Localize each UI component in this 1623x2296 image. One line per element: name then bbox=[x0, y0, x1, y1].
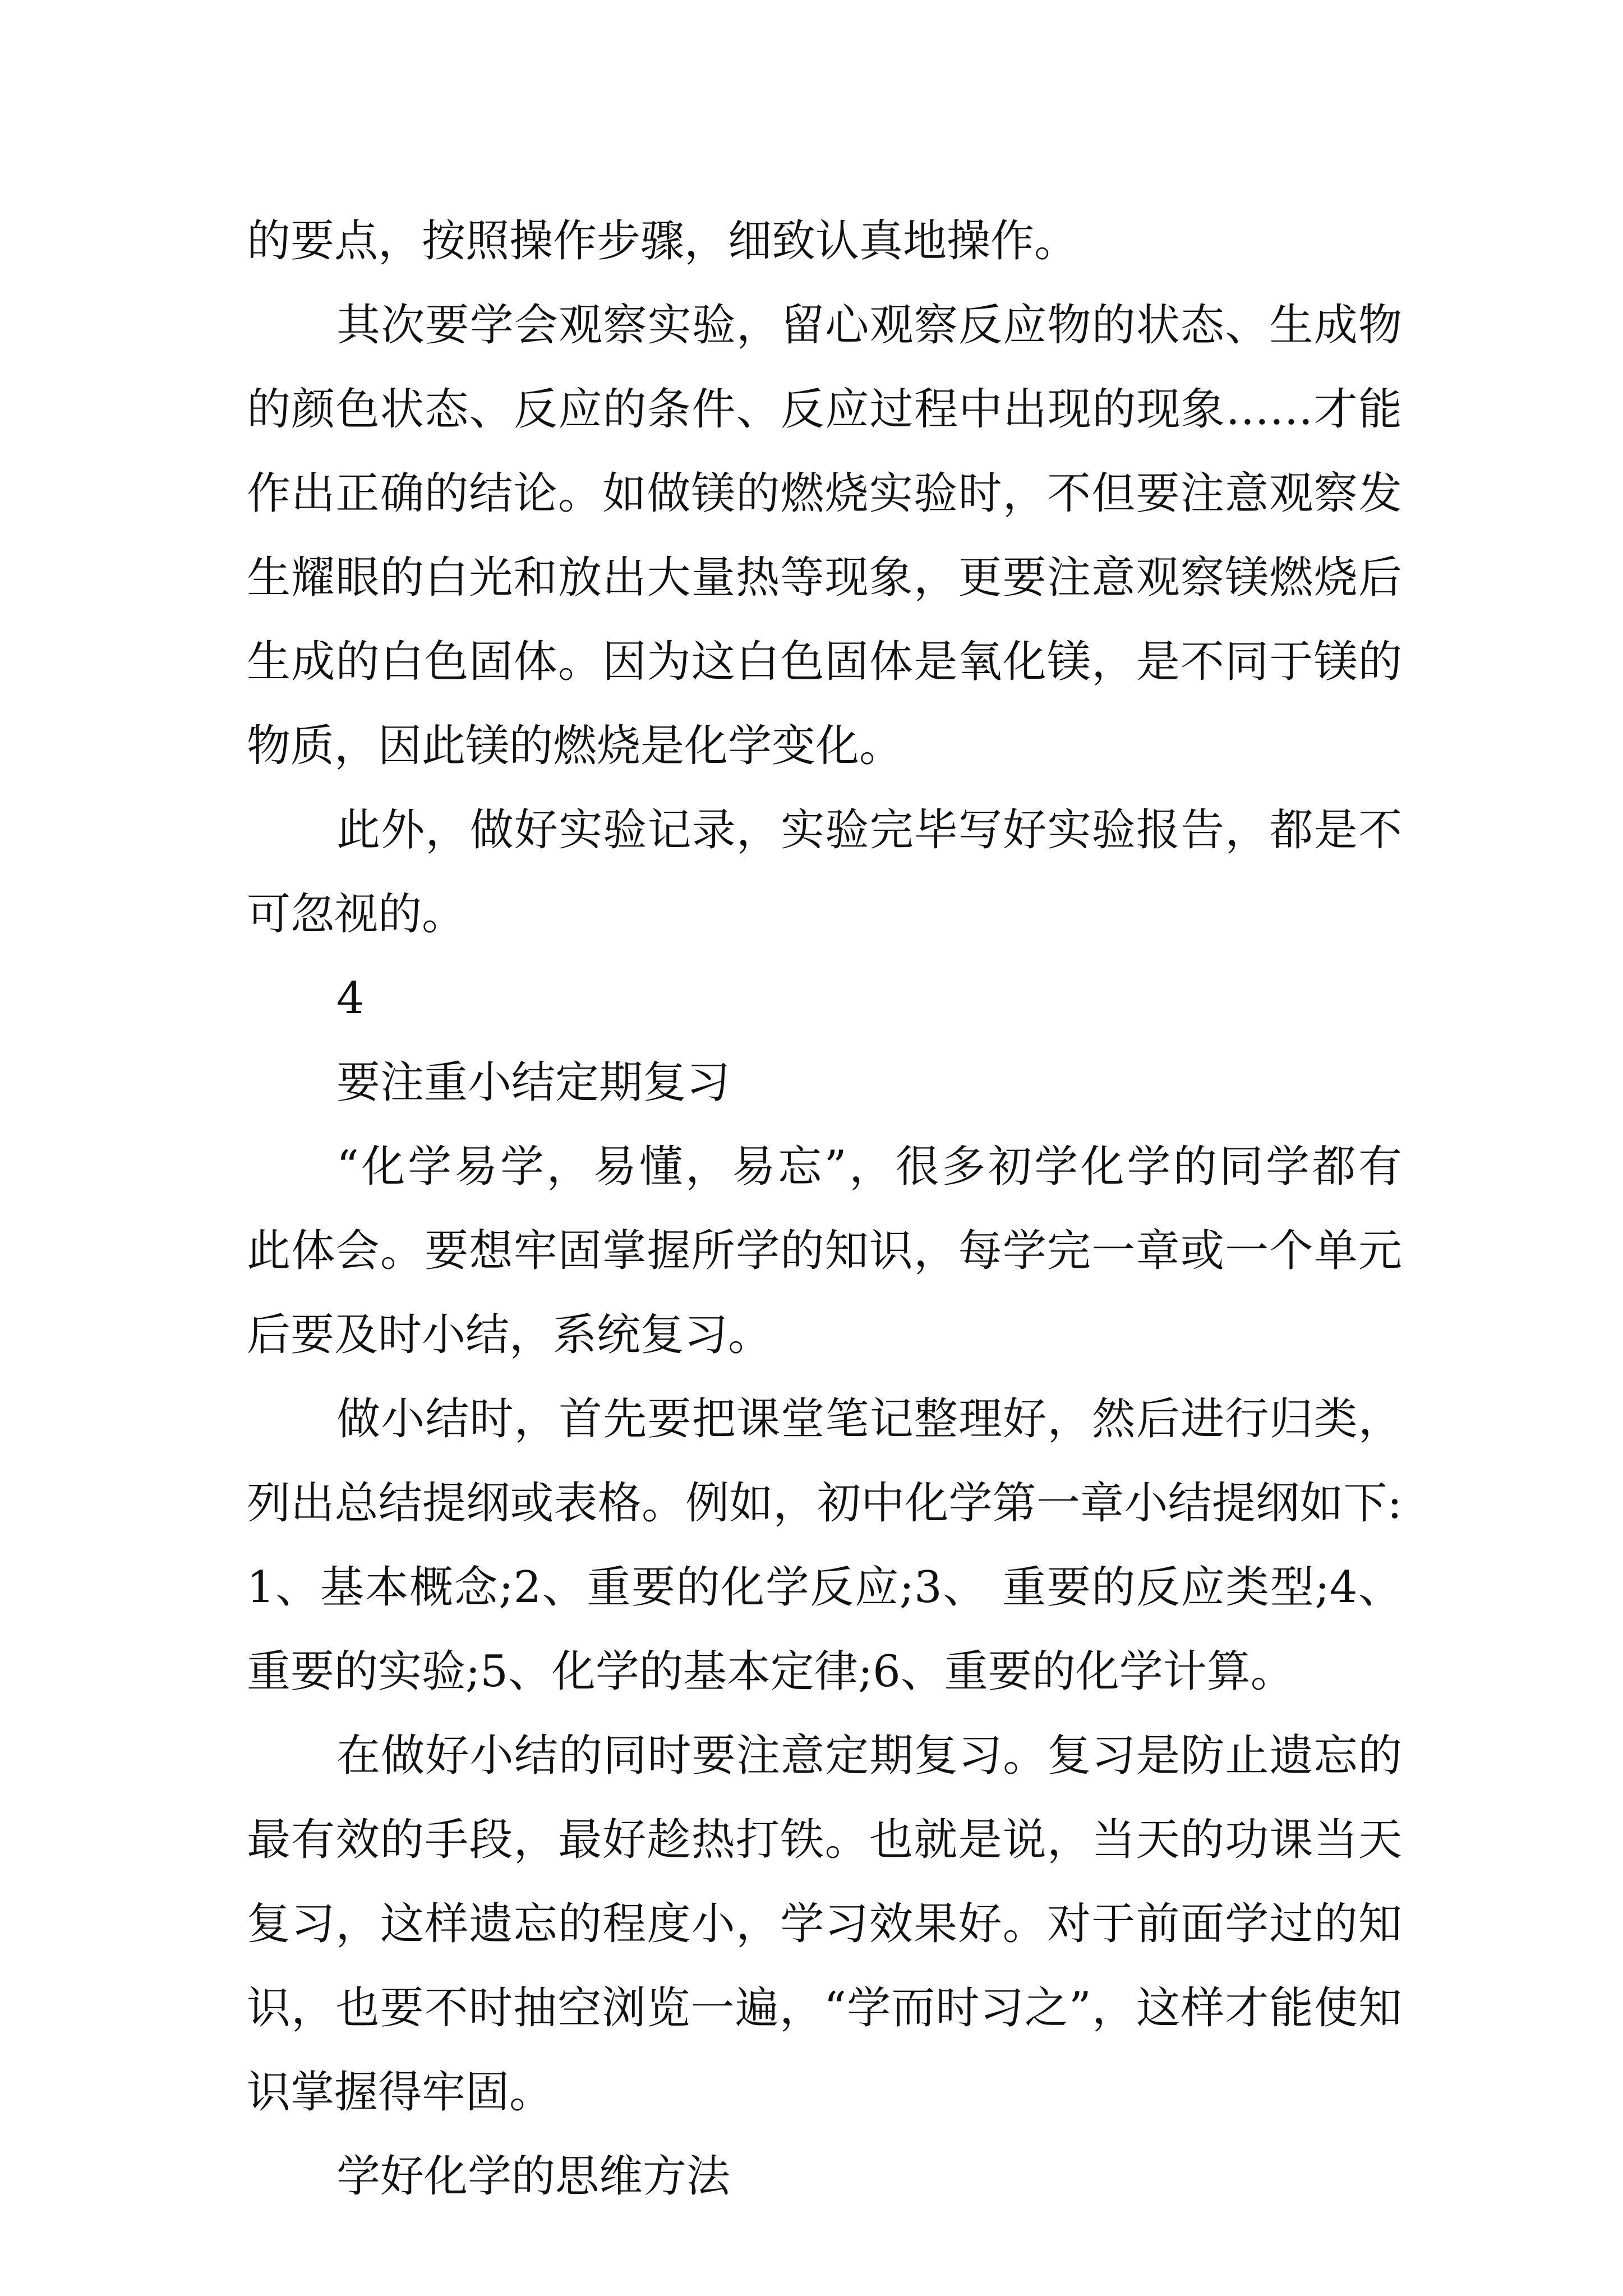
paragraph-line: 此外，做好实验记录，实验完毕写好实验报告，都是不 bbox=[336, 805, 1402, 855]
section-heading: 要注重小结定期复习 bbox=[336, 1057, 731, 1108]
paragraph-line: 物质，因此镁的燃烧是化学变化。 bbox=[247, 721, 903, 771]
paragraph-line: 的颜色状态、反应的条件、反应过程中出现的现象……才能 bbox=[247, 384, 1402, 435]
section-heading: 学好化学的思维方法 bbox=[336, 2151, 731, 2202]
paragraph-line: 重要的实验;5、化学的基本定律;6、重要的化学计算。 bbox=[247, 1646, 1294, 1697]
paragraph-line: 可忽视的。 bbox=[247, 889, 466, 940]
paragraph-line: 生耀眼的白光和放出大量热等现象，更要注意观察镁燃烧后 bbox=[247, 553, 1402, 603]
paragraph-line: 做小结时，首先要把课堂笔记整理好，然后进行归类， bbox=[336, 1394, 1402, 1444]
paragraph-line: 最有效的手段，最好趁热打铁。也就是说，当天的功课当天 bbox=[247, 1815, 1402, 1865]
paragraph-line: 1、基本概念;2、重要的化学反应;3、 重要的反应类型;4、 bbox=[247, 1562, 1402, 1613]
paragraph-line: 识掌握得牢固。 bbox=[247, 2067, 554, 2118]
paragraph-line: 的要点，按照操作步骤，细致认真地操作。 bbox=[247, 216, 1078, 266]
paragraph-line: 后要及时小结，系统复习。 bbox=[247, 1310, 772, 1360]
paragraph-line: 识，也要不时抽空浏览一遍，“学而时习之”，这样才能使知 bbox=[247, 1983, 1402, 2033]
paragraph-line: “化学易学，易懂，易忘”，很多初学化学的同学都有 bbox=[336, 1142, 1402, 1192]
paragraph-line: 复习，这样遗忘的程度小，学习效果好。对于前面学过的知 bbox=[247, 1899, 1402, 1949]
paragraph-line: 作出正确的结论。如做镁的燃烧实验时，不但要注意观察发 bbox=[247, 468, 1402, 519]
paragraph-line: 此体会。要想牢固掌握所学的知识，每学完一章或一个单元 bbox=[247, 1226, 1402, 1276]
paragraph-line: 其次要学会观察实验，留心观察反应物的状态、生成物 bbox=[336, 300, 1402, 351]
paragraph-line: 在做好小结的同时要注意定期复习。复习是防止遗忘的 bbox=[336, 1731, 1402, 1781]
paragraph-line: 生成的白色固体。因为这白色固体是氧化镁，是不同于镁的 bbox=[247, 637, 1402, 687]
paragraph-line: 列出总结提纲或表格。例如，初中化学第一章小结提纲如下: bbox=[247, 1478, 1402, 1529]
section-number: 4 bbox=[336, 973, 365, 1024]
